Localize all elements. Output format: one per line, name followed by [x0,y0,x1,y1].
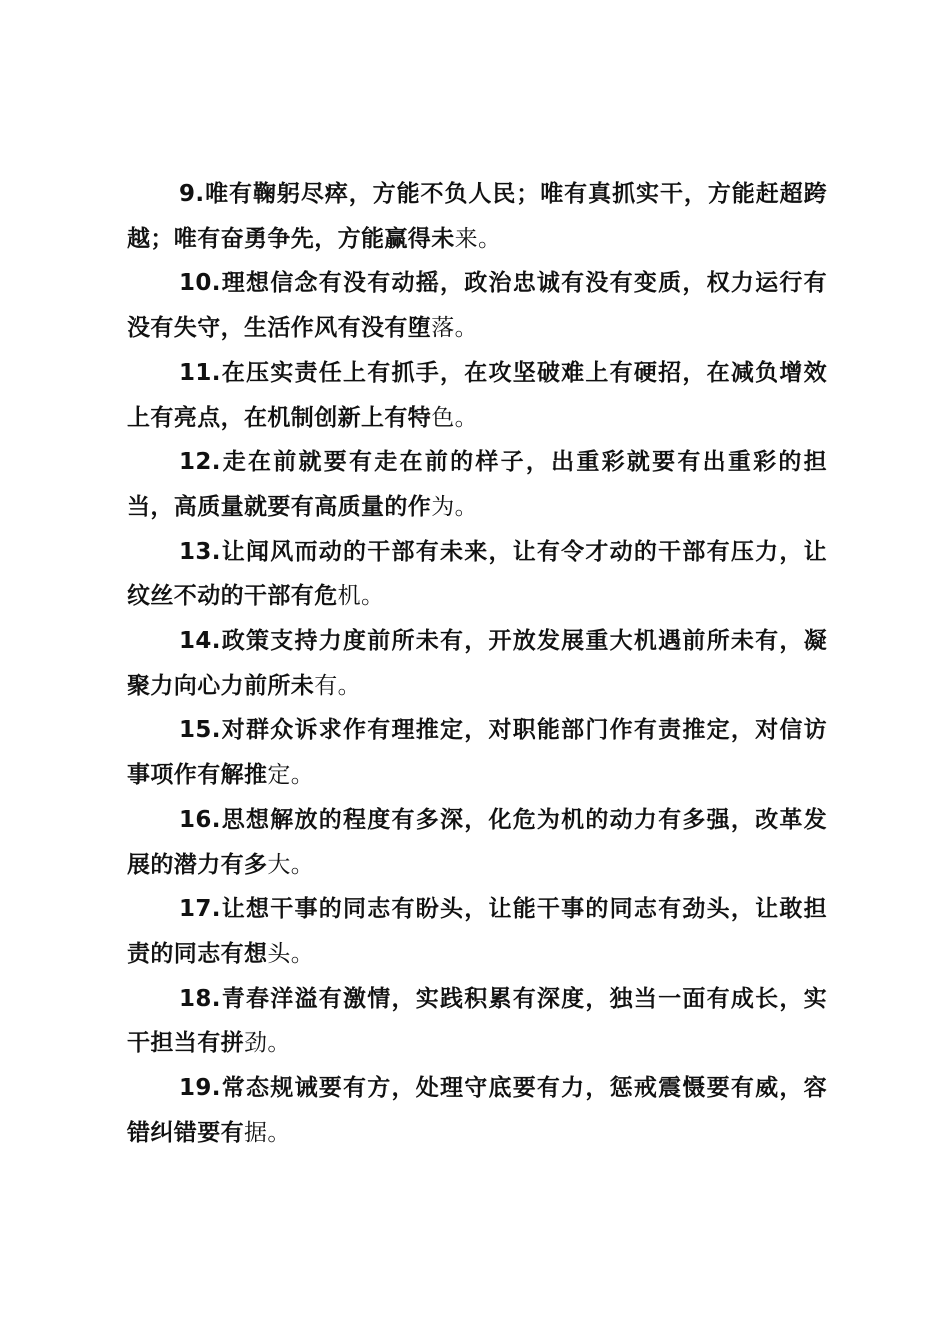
paragraph-text: 17.让想干事的同志有盼头，让能干事的同志有劲头，让敢担责的同志有想 [127,896,827,967]
paragraph-ending: 机。 [337,583,385,610]
paragraph-10 [127,261,827,350]
paragraph-ending: 劲。 [244,1030,291,1057]
document-body [127,172,827,1155]
paragraph-text: 11.在压实责任上有抓手，在攻坚破难上有硬招，在减负增效上有亮点，在机制创新上有特 [127,359,827,431]
paragraph-16 [127,798,827,887]
paragraph-12 [127,440,827,529]
paragraph-14 [127,619,827,708]
paragraph-ending: 来。 [454,225,502,252]
paragraph-text: 10.理想信念有没有动摇，政治忠诚有没有变质，权力运行有没有失守，生活作风有没有堕 [127,270,827,342]
paragraph-ending: 有。 [314,672,362,699]
paragraph-11 [127,351,827,440]
paragraph-ending: 头。 [267,940,315,967]
paragraph-text: 14.政策支持力度前所未有，开放发展重大机遇前所未有，凝聚力向心力前所未 [127,628,827,699]
paragraph-ending: 据。 [244,1119,291,1146]
paragraph-ending: 大。 [267,851,315,878]
paragraph-text: 12.走在前就要有走在前的样子，出重彩就要有出重彩的担当，高质量就要有高质量的作 [127,449,827,520]
paragraph-ending: 色。 [431,404,479,431]
paragraph-17 [127,887,827,976]
paragraph-text: 9.唯有鞠躬尽瘁，方能不负人民；唯有真抓实干，方能赶超跨越；唯有奋勇争先，方能赢得未 [127,181,827,252]
paragraph-13 [127,530,827,619]
paragraph-ending: 定。 [267,762,315,789]
paragraph-text: 13.让闻风而动的干部有未来，让有令才动的干部有压力，让纹丝不动的干部有危 [127,538,827,610]
paragraph-ending: 落。 [431,315,479,342]
paragraph-15 [127,708,827,797]
paragraph-18 [127,977,827,1066]
paragraph-text: 19.常态规诫要有方，处理守底要有力，惩戒震慑要有威，容错纠错要有 [127,1075,827,1146]
paragraph-text: 15.对群众诉求作有理推定，对职能部门作有责推定，对信访事项作有解推 [127,717,827,789]
paragraph-9 [127,172,827,261]
paragraph-ending: 为。 [431,493,479,520]
paragraph-text: 18.青春洋溢有激情，实践积累有深度，独当一面有成长，实干担当有拼 [127,985,827,1057]
paragraph-19 [127,1066,827,1155]
paragraph-text: 16.思想解放的程度有多深，化危为机的动力有多强，改革发展的潜力有多 [127,806,827,878]
